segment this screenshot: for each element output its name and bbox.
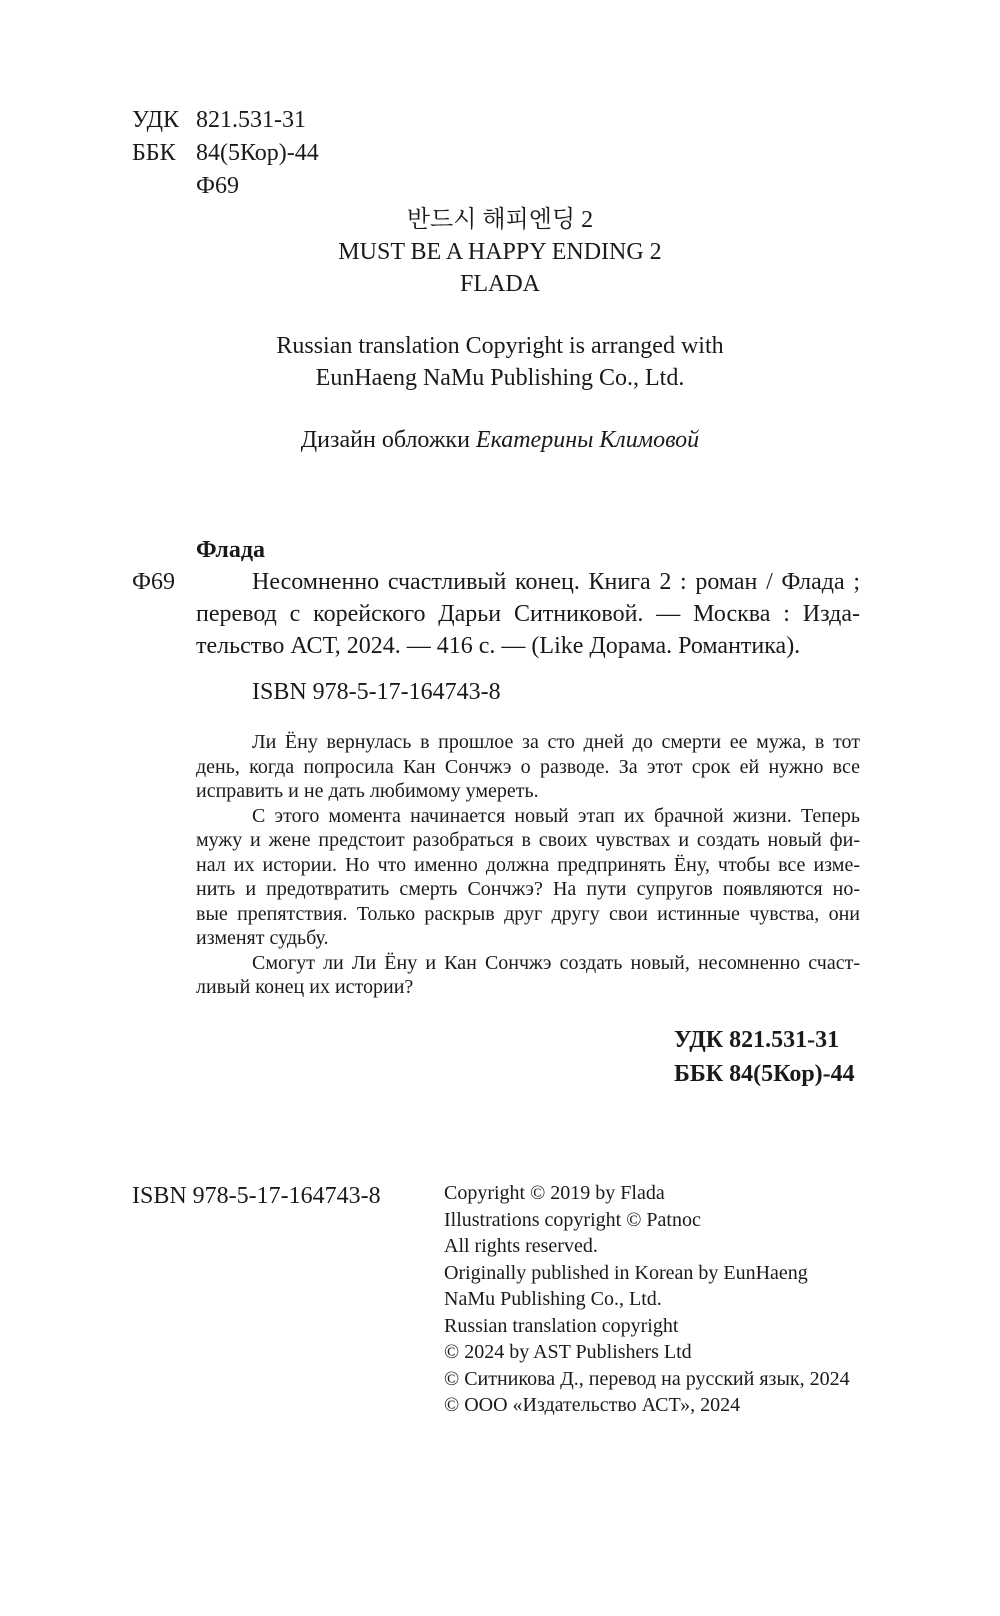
copyright-line: Illustrations copyright © Patnoc (444, 1208, 701, 1231)
record-isbn: ISBN 978-5-17-164743-8 (252, 679, 501, 705)
cover-designer-name: Екатерины Климовой (475, 427, 700, 453)
annotation-p2-line: изменят судьбу. (196, 927, 329, 949)
annotation-p2-line: нить и предотвратить смерть Сончжэ? На пути супругов появляются но- (196, 878, 860, 900)
annotation-p2-line: нал их истории. Но что именно должна предпринять Ёну, чтобы все изме- (196, 853, 860, 876)
annotation-p1-line: день, когда попросила Кан Сончжэ о разводе. За этот срок ей нужно все (196, 755, 860, 778)
record-line-3: тельство АСТ, 2024. — 416 с. — (Like Дорама. Романтика). (196, 633, 801, 659)
author-mark: Ф69 (196, 173, 239, 199)
copyright-line: Russian translation copyright (444, 1314, 679, 1337)
annotation-p2-line: мужу и жене предстоит разобраться в своих чувствах и создать новый фи- (196, 829, 860, 851)
copyright-line: Originally published in Korean by EunHaeng (444, 1261, 808, 1284)
copyright-line: NaMu Publishing Co., Ltd. (444, 1288, 662, 1310)
record-line-1: Несомненно счастливый конец. Книга 2 : роман / Флада ; (252, 569, 860, 595)
copyright-line: © ООО «Издательство АСТ», 2024 (444, 1394, 741, 1416)
record-mark: Ф69 (132, 569, 175, 595)
annotation-p1-line: исправить и не дать любимому умереть. (196, 780, 539, 802)
rights-notice-line1: Russian translation Copyright is arranged with (276, 333, 724, 359)
copyright-line: © Ситникова Д., перевод на русский язык, 2024 (444, 1367, 850, 1390)
bbk-bottom: ББК 84(5Кор)-44 (674, 1061, 855, 1087)
annotation-p1-line: Ли Ёну вернулась в прошлое за сто дней до смерти ее мужа, в тот (252, 731, 860, 753)
cover-design-label: Дизайн обложки (300, 427, 470, 453)
annotation-p2-line: вые препятствия. Только раскрыв друг другу свои истинные чувства, они (196, 902, 860, 925)
udk-label: УДК (132, 107, 179, 133)
bbk-label: ББК (132, 140, 176, 166)
korean-title: 반드시 해피엔딩 2 (406, 207, 594, 233)
bbk-value: 84(5Кор)-44 (196, 140, 319, 166)
isbn-bottom: ISBN 978-5-17-164743-8 (132, 1183, 381, 1209)
cover-design-credit (0, 424, 1000, 456)
udk-bottom: УДК 821.531-31 (674, 1027, 840, 1053)
annotation-p3-line: Смогут ли Ли Ёну и Кан Сончжэ создать новый, несомненно счаст- (252, 951, 860, 974)
rights-notice-line2: EunHaeng NaMu Publishing Co., Ltd. (315, 365, 685, 391)
copyright-line: Copyright © 2019 by Flada (444, 1182, 665, 1204)
copyright-block (444, 1180, 850, 1419)
annotation-p3-line: ливый конец их истории? (196, 976, 414, 998)
record-line-2: перевод с корейского Дарьи Ситниковой. — Москва : Изда- (196, 601, 860, 627)
original-author: FLADA (459, 271, 540, 297)
copyright-line: © 2024 by AST Publishers Ltd (444, 1341, 692, 1363)
record-author: Флада (196, 537, 266, 563)
udk-value: 821.531-31 (196, 107, 306, 133)
annotation (196, 730, 860, 1000)
copyright-line: All rights reserved. (444, 1235, 598, 1257)
annotation-p2-line: С этого момента начинается новый этап их брачной жизни. Теперь (252, 804, 860, 827)
english-title: MUST BE A HAPPY ENDING 2 (338, 239, 662, 265)
